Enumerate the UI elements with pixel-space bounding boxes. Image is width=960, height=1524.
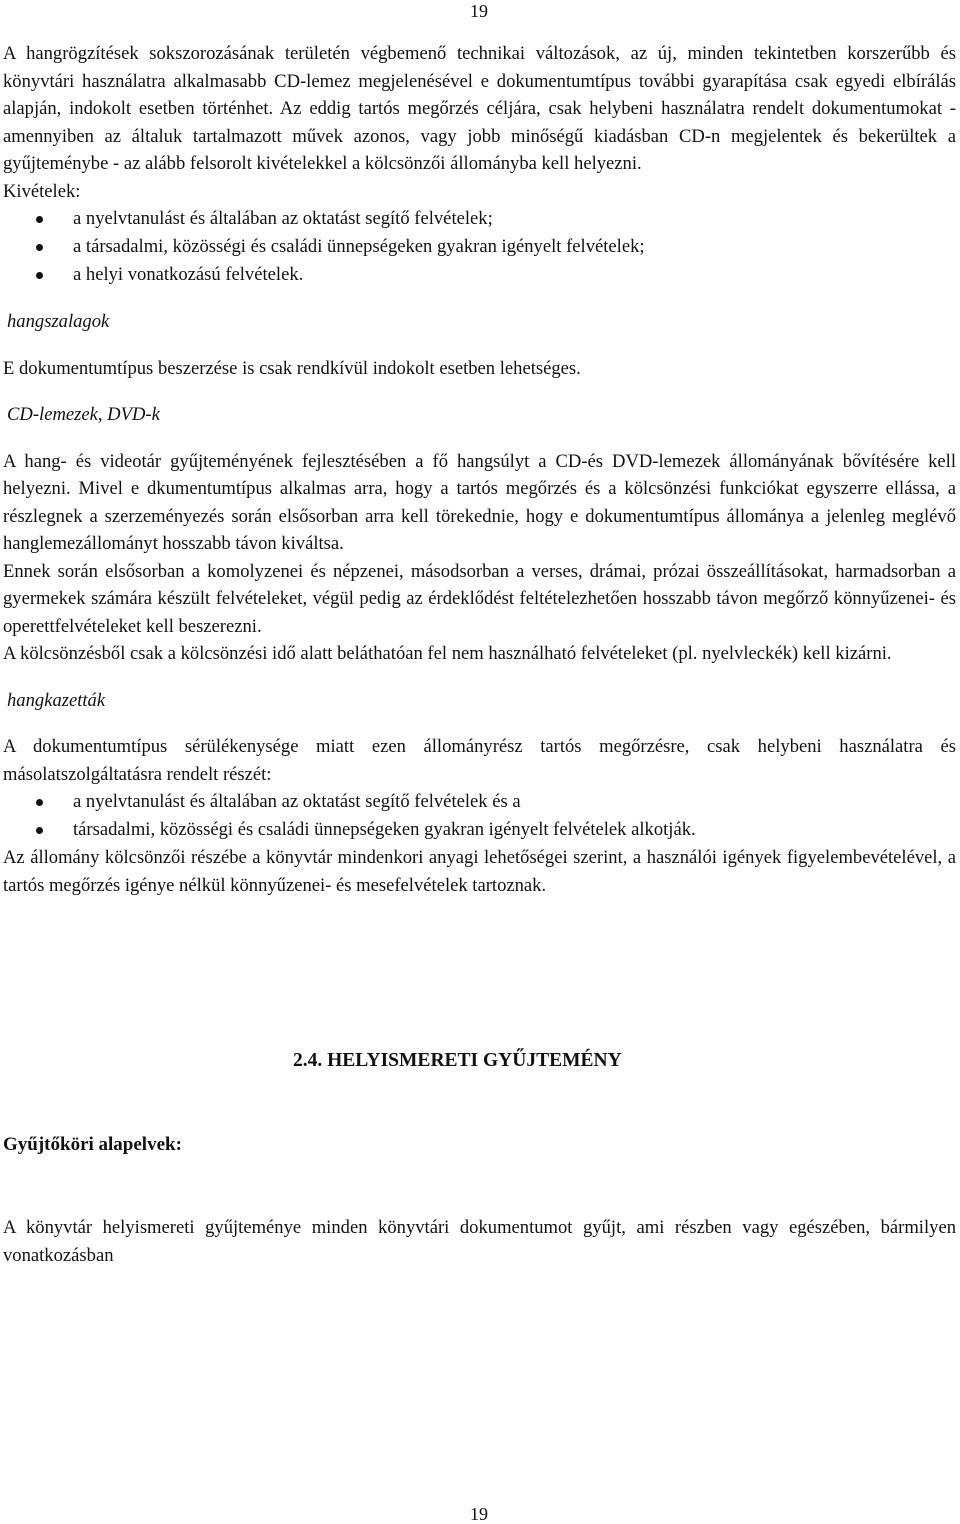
- cd-paragraph-1: A hang- és videotár gyűjteményének fejlesztésében a fő hangsúlyt a CD-és DVD-lemezek állományának bővítésére kell helyezni. Mivel e dkumentumtípus alkalmas arra, hogy a tartós megőrzés és a kölcsönzési funkciókat egyszerre ellássa, a részlegnek a szerzeményezés során elsősorban arra kell törekednie, hogy e dokumentumtípus állománya a jelenleg meglévő hanglemezállományt hosszabb távon kiváltsa.: [3, 450, 956, 554]
- section-title-cd: CD-lemezek, DVD-k: [7, 404, 160, 425]
- exceptions-label: Kivételek:: [3, 180, 81, 202]
- bullet-icon: [36, 827, 43, 834]
- bullet-icon: [36, 799, 43, 806]
- list-item: a nyelvtanulást és általában az oktatást segítő felvételek és a: [3, 788, 956, 816]
- document-body: [3, 40, 956, 1269]
- bullet-icon: [36, 244, 43, 251]
- chapter-heading: 2.4. HELYISMERETI GYŰJTEMÉNY: [293, 1050, 622, 1071]
- kazetta-list: [3, 788, 956, 844]
- list-item: a helyi vonatkozású felvételek.: [3, 261, 956, 289]
- page-number-top: 19: [470, 1, 488, 21]
- exceptions-list: [3, 205, 956, 289]
- bullet-icon: [36, 216, 43, 223]
- list-item: társadalmi, közösségi és családi ünnepségeken gyakran igényelt felvételek alkotják.: [3, 816, 956, 844]
- page-number-bottom: 19: [470, 1504, 488, 1524]
- kazetta-paragraph-2: Az állomány kölcsönzői részébe a könyvtár mindenkori anyagi lehetőségei szerint, a használói igények figyelembevételével, a tartós megőrzés igénye nélkül könnyűzenei- és mesefelvételek tartoznak.: [3, 847, 956, 896]
- hangszalagok-text: E dokumentumtípus beszerzése is csak rendkívül indokolt esetben lehetséges.: [3, 357, 581, 379]
- kazetta-paragraph-1: A dokumentumtípus sérülékenysége miatt ezen állományrész tartós megőrzésre, csak helybeni használatra és másolatszolgáltatásra rendelt részét:: [3, 736, 956, 785]
- list-item: a társadalmi, közösségi és családi ünnepségeken gyakran igényelt felvételek;: [3, 233, 956, 261]
- final-paragraph: A könyvtár helyismereti gyűjteménye minden könyvtári dokumentumot gyűjt, ami részben vagy egészében, bármilyen vonatkozásban: [3, 1217, 956, 1266]
- subheading: Gyűjtőköri alapelvek:: [3, 1133, 182, 1155]
- bullet-icon: [36, 272, 43, 279]
- cd-paragraph-3: A kölcsönzésből csak a kölcsönzési idő alatt beláthatóan fel nem használható felvételeket (pl. nyelvleckék) kell kizárni.: [3, 643, 892, 664]
- cd-paragraph-2: Ennek során elsősorban a komolyzenei és népzenei, másodsorban a verses, drámai, prózai összeállításokat, harmadsorban a gyermekek számára készült felvételeket, végül pedig az érdeklődést feltételezhetően hosszabb távon megőrző könnyűzenei- és operettfelvételeket kell beszerezni.: [3, 560, 956, 637]
- list-item: a nyelvtanulást és általában az oktatást segítő felvételek;: [3, 205, 956, 233]
- section-title-hangszalagok: hangszalagok: [7, 311, 110, 332]
- section-title-kazetta: hangkazetták: [7, 689, 106, 711]
- intro-paragraph: A hangrögzítések sokszorozásának területén végbemenő technikai változások, az új, minden tekintetben korszerűbb és könyvtári használatra alkalmasabb CD-lemez megjelenésével e dokumentumtípus további gyarapítása csak egyedi elbírálás alapján, indokolt esetben történhet. Az eddig tartós megőrzés céljára, csak helybeni használatra rendelt dokumentumokat - amennyiben az általuk tartalmazott művek azonos, vagy jobb minőségű kiadásban CD-n megjelentek és bekerültek a gyűjteménybe - az alább felsorolt kivételekkel a kölcsönzői állományba kell helyezni.: [3, 43, 956, 174]
